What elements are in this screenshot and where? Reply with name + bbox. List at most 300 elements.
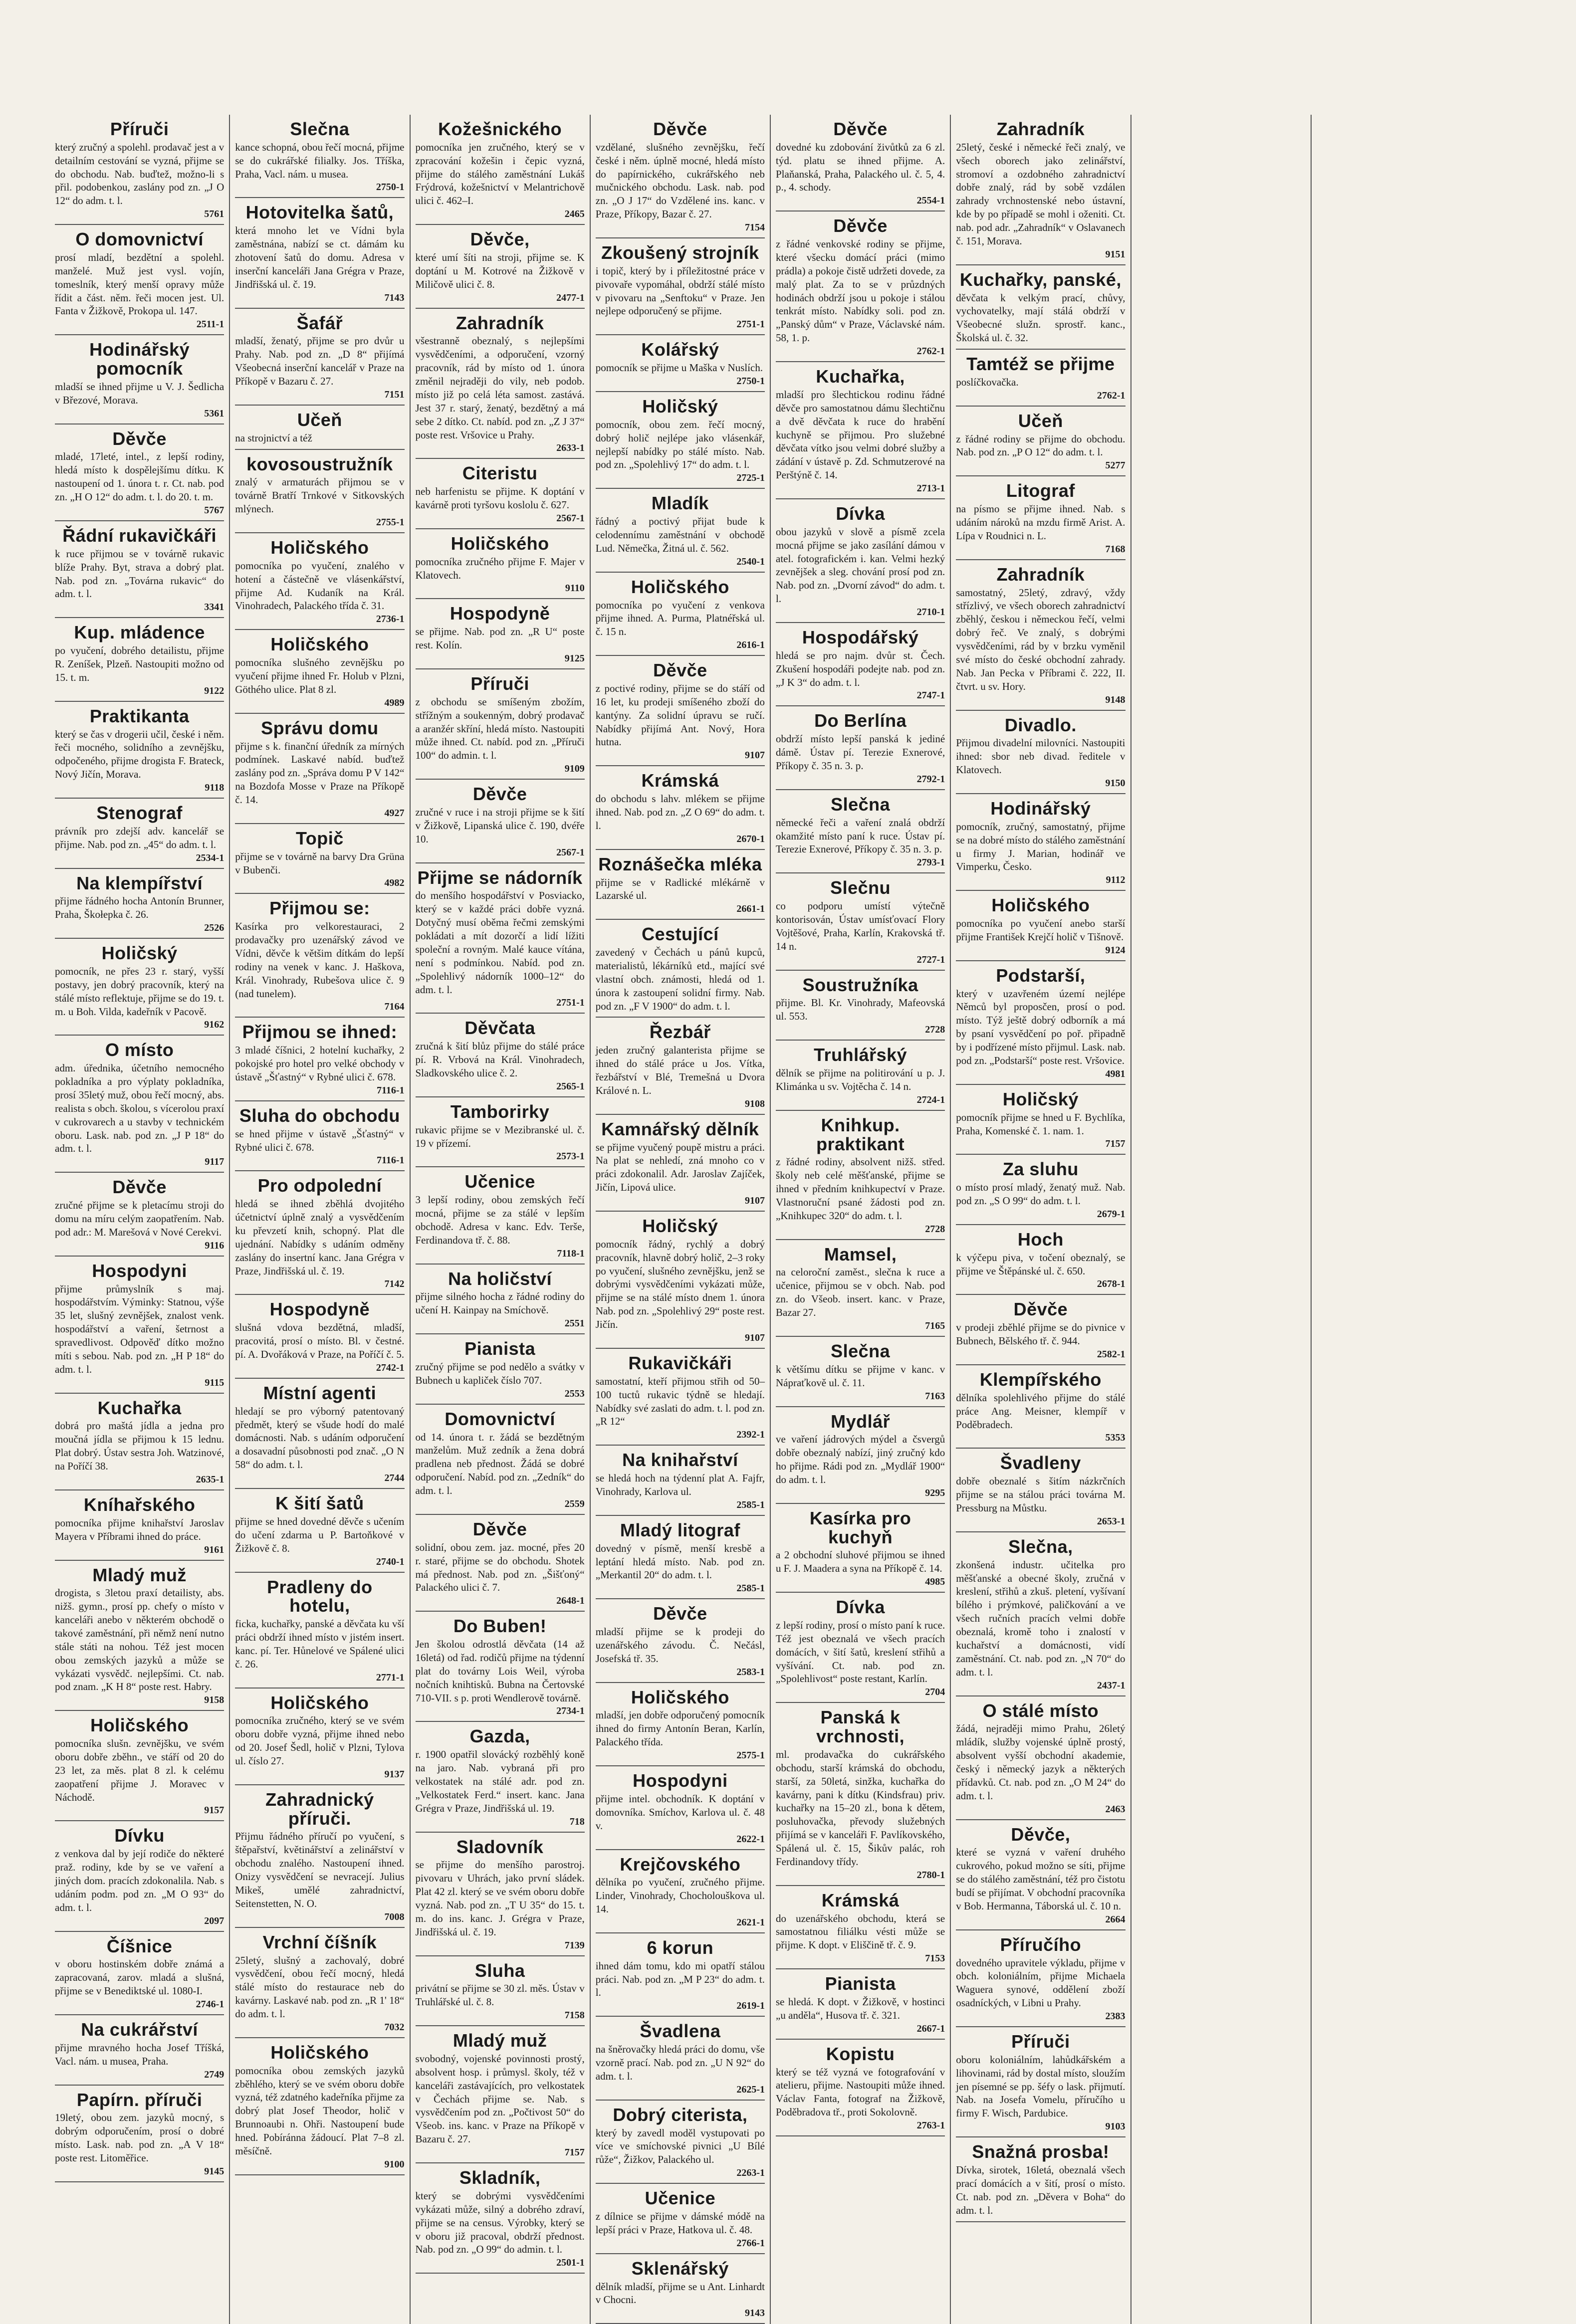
ad-body: který se též vyzná ve fotografování v atelieru, přijme. Nastoupiti může ihned. Václav Fanta, fotograf na Žižkově, Poděbradova tř., proti Sokolovně. — [776, 2066, 945, 2118]
ad-title: Děvče — [653, 660, 707, 681]
classified-ad — [416, 1515, 585, 1612]
ad-title: Správu domu — [261, 717, 379, 738]
ad-title: Příruči — [470, 673, 529, 694]
classified-ad — [55, 1821, 224, 1931]
ad-body: na strojnictví a též — [235, 431, 312, 444]
ad-title: Sluha do obchodu — [239, 1105, 400, 1126]
ad-title: Kup. mládence — [74, 622, 205, 643]
ad-reference-number: 2751-1 — [556, 997, 585, 1009]
ad-body: z řádné rodiny se přijme do obchodu. Nab. pod zn. „P O 12“ do adm. t. l. — [956, 432, 1126, 458]
ad-body: se hned přijme v ústavě „Šťastný“ v Rybné ulici č. 678. — [235, 1127, 405, 1153]
classified-ad — [956, 711, 1125, 794]
classified-ad — [55, 1036, 224, 1173]
classified-ad — [235, 1489, 404, 1572]
classified-ad — [416, 1722, 585, 1832]
ad-title: Zkoušený strojník — [601, 242, 759, 263]
ad-body: která mnoho let ve Vídni byla zaměstnána, nabízí se ct. dámám ku zhotovení šatů do domu. Adresa v inserční kanceláři Jana Grégra v Praze, Jindřišská ul. č. 19. — [235, 224, 405, 290]
classified-ad — [596, 1933, 765, 2017]
ad-body: prosí mladí, bezdětní a spolehl. manželé. Muž jest vysl. vojín, tomeslník, který menší opravy může řídit a část. něm. řeči mocen jest. Ul. Fanta v Žižkově, Prokopa ul. 147. — [55, 251, 225, 317]
ad-body: se přijme vyučený poupě mistru a práci. Na plat se nehledí, zná mnoho co v práci zdokonalil. Adr. Jaroslav Zajíček, Jičín, Lipová ulice. — [595, 1141, 765, 1194]
ad-body: všestranně obeznalý, s nejlepšími vysvědčeními, a odporučení, vzorný pracovník, rád by místo od 1. února změnil nejraději do vily, neb podob. místo již po celá léta samost. zastává. Jest 37 r. starý, ženatý, bezdětný a má sebe 2 dítko. Ct. nabíd. pod zn. „Z J 37“ poste rest. Vršovice u Prahy. — [415, 335, 585, 441]
ad-body: samostatní, kteří přijmou střih od 50–100 tuctů rukavic týdně se hledají. Nabídky své zaslati do adm. t. l. pod zn. „R 12“ — [595, 1375, 765, 1428]
classified-ad — [596, 2184, 765, 2254]
ad-reference-number: 9107 — [745, 1332, 765, 1343]
ad-reference-number: 7118-1 — [557, 1248, 585, 1259]
ad-reference-number: 2573-1 — [556, 1151, 585, 1162]
classified-ad — [55, 618, 224, 701]
ad-title: Švadleny — [1000, 1453, 1081, 1474]
ad-reference-number: 2736-1 — [376, 614, 405, 625]
ad-title: O stálé místo — [982, 1700, 1099, 1721]
classified-ad — [596, 920, 765, 1018]
ad-reference-number: 7139 — [564, 1939, 585, 1951]
ad-title: Mamsel, — [824, 1244, 897, 1265]
ad-title: Papírn. příruči — [76, 2089, 203, 2110]
classified-ad — [956, 2027, 1125, 2137]
ad-body: poslíčkovačka. — [956, 376, 1019, 388]
classified-ad — [416, 1097, 585, 1168]
classified-ad — [596, 766, 765, 849]
ad-body: 3 lepší rodiny, obou zemských řečí mocná, přijme se za stálé v lepším obchodě. Adresa v kanc. Edv. Terše, Ferdinandova tř. č. 88. — [415, 1194, 585, 1246]
ad-title: Hotovitelka šatů, — [245, 202, 394, 223]
classified-ad — [776, 1337, 945, 1407]
ad-title: Slečna, — [1008, 1536, 1073, 1557]
classified-ad — [55, 702, 224, 799]
ad-body: a 2 obchodní sluhové přijmou se ihned u F. J. Maadera a syna na Příkopě č. 14. — [776, 1549, 945, 1575]
ad-reference-number: 2619-1 — [736, 2000, 765, 2012]
ad-title: Mladík — [651, 493, 709, 514]
ad-body: přijme se v továrně na barvy Dra Grüna v Bubenči. — [235, 850, 405, 876]
ad-reference-number: 9100 — [384, 2158, 405, 2170]
classified-ad — [235, 630, 404, 713]
ad-body: po vyučení, dobrého detailistu, přijme R. Zeníšek, Plzeň. Nastoupiti možno od 15. t. m. — [55, 644, 225, 683]
column-3 — [411, 115, 591, 2324]
ad-reference-number: 7163 — [925, 1390, 945, 1402]
ad-title: Sluha — [474, 1960, 525, 1981]
classified-ad — [235, 1785, 404, 1928]
ad-body: z řádné rodiny, absolvent nižš. střed. školy neb celé měšťanské, přijme se ihned v předním knihkupectví v Praze. Vlastnoruční psané žádosti pod zn. „Knihkupec 320“ do adm. t. l. — [776, 1156, 945, 1222]
classified-ad — [416, 115, 585, 225]
classified-ad — [776, 211, 945, 362]
classified-ad — [235, 533, 404, 630]
ad-body: na šněrovačky hledá práci do domu, vše vzorně prací. Nab. pod zn. „U N 92“ do adm. t. l. — [595, 2043, 765, 2082]
ad-reference-number: 2097 — [204, 1915, 225, 1926]
classified-ad — [55, 115, 224, 225]
ad-body: mladší přijme se k prodeji do uzenářského závodu. Č. Nečásl, Josefská tř. 35. — [595, 1626, 765, 1665]
classified-ad — [776, 623, 945, 706]
ad-reference-number: 7157 — [564, 2147, 585, 2158]
ad-reference-number: 2670-1 — [736, 833, 765, 845]
ad-title: Děvče — [653, 1603, 707, 1624]
ad-title: Holičský — [642, 1216, 718, 1237]
ad-reference-number: 2540-1 — [736, 556, 765, 567]
classified-ad — [956, 961, 1125, 1085]
classified-ad — [956, 794, 1125, 891]
classified-ad — [235, 1295, 404, 1378]
classified-ad — [55, 2015, 224, 2086]
ad-reference-number: 2750-1 — [376, 182, 405, 193]
ad-title: Divadlo. — [1004, 714, 1077, 735]
classified-ad — [596, 1349, 765, 1446]
ad-title: Cestující — [642, 924, 719, 945]
ad-title: Zahradník — [996, 119, 1085, 139]
ad-reference-number: 2762-1 — [916, 346, 945, 357]
ad-body: mladé, 17leté, intel., z lepší rodiny, hledá místo k dospělejšímu dítku. K nastoupení od 1. února t. r. Ct. nab. pod zn. „H O 12“ do adm. t. l. do 20. t. m. — [55, 450, 225, 503]
classified-ad — [235, 406, 404, 450]
ad-title: Knihkup. praktikant — [816, 1114, 905, 1154]
ad-body: ficka, kuchařky, panské a děvčata ku vší práci obdrží ihned místo v jistém insert. kanc. pí. Ter. Hůnelové ve Spálené ulici č. 26. — [235, 1618, 405, 1670]
ad-reference-number: 9124 — [1105, 944, 1126, 956]
ad-reference-number: 2551 — [564, 1318, 585, 1329]
classified-ad — [235, 1379, 404, 1489]
ad-reference-number: 9107 — [745, 750, 765, 761]
ad-reference-number: 2575-1 — [736, 1750, 765, 1761]
ad-title: Krámská — [821, 1890, 900, 1910]
ad-body: mladší se ihned přijme u V. J. Šedlicha v Březové, Morava. — [55, 380, 225, 406]
ad-body: hledá se ihned zběhlá dvojitého účetnictví úplně znalý a vysvědčením ku převzetí knih, schopný. Plat dle ujednání. Nabídky s udáním odměny zaslány do insertní kanc. Jana Grégra v Praze, Jindřišská ul. č. 19. — [235, 1198, 405, 1277]
ad-title: Děvče, — [470, 229, 530, 250]
classified-ad — [416, 1833, 585, 1956]
ad-title: Kuchařka, — [816, 366, 905, 387]
classified-ad — [55, 225, 224, 335]
ad-body: adm. úřednika, účetního nemocného pokladníka a pro výplaty pokladníka, prosí 35letý muž, obou řečí mocný, abs. realista s obch. školou, s vícerolou praxí v cukrovarech a u stavby v technickém oboru. Lask. nab. pod zn. „J P 18“ do adm. t. l. — [55, 1062, 225, 1155]
classified-ad — [956, 1365, 1125, 1449]
ad-body: mladší, ženatý, přijme se pro dvůr u Prahy. Nab. pod zn. „D 8“ přijímá Všeobecná inserční kancelář v Praze na Příkopě v Bazaru č. 27. — [235, 335, 405, 388]
ad-body: pomocníka slušného zevnějšku po vyučení přijme ihned Fr. Holub v Plzni, Göthého ulice. Plat 8 zl. — [235, 656, 405, 695]
ad-reference-number: 9148 — [1105, 694, 1126, 705]
ad-body: privátní se přijme se 30 zl. měs. Ústav v Truhlářské ul. č. 8. — [415, 1982, 585, 2008]
classified-ad — [956, 1155, 1125, 1225]
ad-title: Holičského — [450, 533, 549, 554]
classified-ad — [416, 1167, 585, 1264]
ad-body: Kasírka pro velkorestauraci, 2 prodavačky pro uzenářský závod ve Vídni, děvče k většim dítkám do lepší rodiny na venek v kanc. J. Haškova, Král. Vinohrady, Rubešova ulice č. 9 (nad tunelem). — [235, 920, 405, 1000]
ad-body: přijme průmyslník s maj. hospodářstvím. Výminky: Statnou, výše 35 let, slušný zevnějšek, znalost venk. hospodářství a vaření, šetrnost a spravedlivost. Odpověď dítko možno míti s sebou. Nab. pod zn. „H P 18“ do adm. t. l. — [55, 1282, 225, 1375]
ad-body: který v uzavřeném území nejlépe Němců byl proposčen, prosí o pod. místo. Týž ještě dobrý odborník a má by psaní vysvědčení po poř. připadně by i podřízené místo přijmul. Lask. nab. pod zn. „Podstarší“ poste rest. Vršovice. — [956, 987, 1126, 1066]
classified-ad — [416, 669, 585, 780]
classified-ad — [235, 1573, 404, 1689]
ad-body: dovedný v písmě, menší kresbě a leptání hledá místo. Nab. pod zn. „Merkantil 20“ do adm. t. l. — [595, 1542, 765, 1581]
ad-reference-number: 2633-1 — [556, 442, 585, 454]
ad-body: o místo prosí mladý, ženatý muž. Nab. pod zn. „S O 99“ do adm. t. l. — [956, 1181, 1126, 1207]
ad-reference-number: 9157 — [204, 1805, 225, 1816]
ad-body: ihned dám tomu, kdo mi opatří stálou práci. Nab. pod zn. „M P 23“ do adm. t. l. — [595, 1959, 765, 1999]
ad-reference-number: 2463 — [1105, 1803, 1126, 1815]
ad-body: k výčepu piva, v točení obeznalý, se přijme ve Štěpánské ul. č. 650. — [956, 1251, 1126, 1277]
ad-body: pomocníka po vyučení anebo starší přijme František Krejčí holič v Tišnově. — [956, 917, 1126, 943]
ad-reference-number: 7154 — [745, 222, 765, 233]
ad-title: Číšnice — [106, 1935, 173, 1956]
ad-body: přijme se hned dovedné děvče s učením do učení zdarma u P. Bartoňkové v Žižkově č. 8. — [235, 1515, 405, 1554]
ad-body: z lepší rodiny, prosí o místo paní k ruce. Též jest obeznalá ve všech pracích domácích, v šití šatů, kreslení střihů a vyšívání. Ct. nab. pod zn. „Spolehlivost“ poste restant, Karlín. — [776, 1619, 945, 1685]
ad-body: Přijmou divadelní milovníci. Nastoupiti ihned: sbor neb divad. ředitele v Klatovech. — [956, 737, 1126, 776]
ad-body: na písmo se přijme ihned. Nab. s udáním nároků na mzdu firmě Arist. A. Lípa v Roudnici n. L. — [956, 503, 1126, 542]
ad-reference-number: 9161 — [204, 1544, 225, 1555]
ad-title: Panská k vrchnosti, — [816, 1707, 905, 1747]
ad-body: do uzenářského obchodu, která se samostatnou filiálku vésti může se přijme. K dopt. v Eliščině tř. č. 9. — [776, 1912, 945, 1951]
ad-reference-number: 2747-1 — [916, 690, 945, 701]
ad-reference-number: 2263-1 — [736, 2167, 765, 2179]
ad-reference-number: 2635-1 — [196, 1474, 225, 1485]
classified-ad — [235, 1928, 404, 2038]
ad-reference-number: 9117 — [205, 1156, 225, 1168]
ad-reference-number: 2625-1 — [736, 2084, 765, 2095]
ad-reference-number: 7164 — [384, 1001, 405, 1013]
ad-title: Příruči — [110, 119, 169, 139]
ad-body: v oboru hostinském dobře známá a zapracovaná, zarov. mladá a slušná, přijme se v Benediktské ul. 1080-I. — [55, 1958, 225, 1997]
ad-title: Skladník, — [459, 2167, 541, 2188]
ad-reference-number: 7165 — [925, 1320, 945, 1331]
ad-body: co podporu umístí výtečně kontorisován, Ústav umísťovací Flory Vojtěšové, Praha, Karlín, Krakovská tř. 14 n. — [776, 900, 945, 952]
ad-body: pomocník se přijme u Maška v Nuslích. — [595, 362, 763, 374]
ad-title: Stenograf — [96, 803, 183, 823]
ad-body: přijme řádného hocha Antonín Brunner, Praha, Škołepka č. 26. — [55, 895, 225, 921]
ad-title: Do Buben! — [453, 1616, 547, 1637]
ad-title: Zahradník — [455, 312, 544, 333]
ad-reference-number: 2565-1 — [556, 1080, 585, 1092]
classified-ad — [956, 2137, 1125, 2222]
classified-ad — [956, 265, 1125, 350]
ad-title: Snažná prosba! — [972, 2141, 1110, 2162]
classified-ad — [416, 1956, 585, 2027]
ad-body: děvčata k velkým prací, chůvy, vychovatelky, mají stálá obdrží v Všeobecné služn. sprostř. kanc., Školská ul. č. 32. — [956, 291, 1126, 344]
ad-body: na celoroční zaměst., slečna k ruce a učenice, přijmou se v obch. Nab. pod zn. do Všeob. insert. kanc. v Praze, Bazar 27. — [776, 1266, 945, 1319]
ad-reference-number: 4989 — [384, 697, 405, 708]
ad-reference-number: 9158 — [204, 1694, 225, 1706]
ad-body: dobře obeznalé s šitím názkrčních přijme se na stálou práci továrna M. Pressburg na Můstku. — [956, 1475, 1126, 1514]
classified-ad — [235, 309, 404, 406]
column-8 — [1312, 115, 1492, 2324]
classified-ad — [55, 424, 224, 521]
ad-body: Přijmu řádného příručí po vyučení, s štěpařství, květinářství a zelinářství v obchodu znalého. Nastoupení ihned. Onizy vysvědčení se nevracejí. Julius Mikeš, umělé zahradnictví, Seitenstetten, N. O. — [235, 1830, 405, 1909]
column-1 — [50, 115, 230, 2324]
classified-ad — [956, 891, 1125, 961]
classified-ad — [956, 1085, 1125, 1155]
ad-title: Děvče — [112, 428, 167, 449]
classified-ad — [416, 2026, 585, 2163]
ad-reference-number: 9103 — [1105, 2121, 1126, 2132]
classified-ad — [596, 1018, 765, 1114]
ad-reference-number: 5761 — [204, 209, 225, 220]
ad-reference-number: 2582-1 — [1097, 1349, 1126, 1360]
ad-title: Holičského — [270, 2042, 369, 2063]
ad-title: O místo — [105, 1040, 174, 1060]
ad-title: Kamnářský dělník — [601, 1118, 759, 1139]
ad-reference-number: 2567-1 — [556, 512, 585, 524]
classified-ad — [596, 489, 765, 572]
ad-reference-number: 2621-1 — [736, 1916, 765, 1928]
ad-title: Pianista — [464, 1338, 536, 1359]
ad-body: v prodeji zběhlé přijme se do pivnice v Bubnech, Bělského tř. č. 944. — [956, 1321, 1126, 1347]
ad-body: solidní, obou zem. jaz. mocné, přes 20 r. staré, přijme se do obchodu. Shotek má přednost. Nab. pod zn. „Šišťoný“ Palackého ulici č. 7. — [415, 1541, 585, 1594]
classified-ad — [596, 1446, 765, 1516]
ad-title: Místní agenti — [263, 1382, 377, 1403]
column-4 — [591, 115, 771, 2324]
classified-ad — [416, 1014, 585, 1097]
classified-ad — [416, 1612, 585, 1722]
ad-title: 6 korun — [647, 1937, 714, 1958]
ad-reference-number: 7153 — [925, 1953, 945, 1964]
ad-body: dobrá pro maštá jídla a jedna pro moučná jídla se přijmou k 15 lednu. Plat dobrý. Ústav sestra Joh. Watzinové, na Poříčí 38. — [55, 1420, 225, 1473]
classified-ad — [596, 2101, 765, 2184]
ad-body: se přijme. Nab. pod zn. „R U“ poste rest. Kolín. — [415, 626, 585, 651]
classified-ad — [956, 1449, 1125, 1532]
classified-ad — [956, 560, 1125, 711]
classified-ad — [55, 521, 224, 618]
classified-ad — [596, 573, 765, 656]
classified-ad — [235, 894, 404, 1018]
classified-ad — [596, 1599, 765, 1683]
classified-ad — [776, 1703, 945, 1886]
ad-title: Slečna — [290, 119, 350, 139]
ad-title: Učeň — [1018, 410, 1063, 431]
ad-body: ve vaření jádrových mýdel a čsvergů dobře obeznalý nabízí, jiný zručný kdo ho přijme. Rádi pod zn. „Mydlář 1900“ do adm. t. l. — [776, 1433, 945, 1485]
ad-body: dělníka po vyučení, zručného přijme. Linder, Vinohrady, Chocholouškova ul. 14. — [595, 1876, 765, 1915]
classified-ad — [596, 1212, 765, 1349]
ad-title: Řezbář — [649, 1022, 711, 1043]
ad-reference-number: 2526 — [204, 922, 225, 934]
classified-ad — [416, 863, 585, 1014]
ad-body: obdrží místo lepší panská k jediné dámě. Ústav pí. Terezie Exnerové, Příkopy č. 35 n. 3. p. — [776, 733, 945, 772]
classified-ad — [235, 714, 404, 824]
ad-reference-number: 5361 — [204, 408, 225, 419]
ad-reference-number: 2704 — [925, 1687, 945, 1698]
ad-body: jeden zručný galanterista přijme se ihned do stálé práce u Jos. Vítka, řezbářství v Blé, Tremešná u Dvora Králové n. L. — [595, 1044, 765, 1096]
classified-ad — [956, 350, 1125, 407]
classified-ad — [776, 1969, 945, 2040]
ad-body: pomocník, zručný, samostatný, přijme se na dobré místo do stálého zaměstnání u firmy J. Marian, hodinář ve Vimperku, Česko. — [956, 820, 1126, 873]
ad-title: Mydlář — [831, 1411, 891, 1432]
ad-body: pomocník, ne přes 23 r. starý, vyšší postavy, jen dobrý pracovník, který na stálé místo reflektuje, přijme se do 19. t. m. u Boh. Vilda, kadeřník v Pacově. — [55, 965, 225, 1018]
ad-reference-number: 2727-1 — [916, 954, 945, 965]
ad-title: Řádní rukavičkáři — [62, 525, 217, 546]
ad-title: Roznášečka mléka — [598, 853, 762, 874]
ad-reference-number: 9151 — [1105, 248, 1126, 260]
ad-reference-number: 2583-1 — [736, 1666, 765, 1678]
classified-ad — [596, 1766, 765, 1850]
classified-ad — [235, 1689, 404, 1785]
ad-title: Kuchařka — [97, 1397, 182, 1418]
ad-title: Hoch — [1017, 1229, 1064, 1250]
ad-title: K šití šatů — [275, 1493, 364, 1514]
ad-reference-number: 7168 — [1105, 543, 1126, 555]
column-6 — [951, 115, 1131, 2324]
ad-body: zručné přijme se k pletacímu stroji do domu na míru celým zaopatřením. Nab. pod adr.: M. Marešová v Nové Cerekvi. — [55, 1199, 225, 1238]
ad-reference-number: 2713-1 — [916, 483, 945, 494]
classified-ad — [235, 115, 404, 198]
ad-title: Děvče — [1013, 1299, 1068, 1320]
classified-ad — [596, 2017, 765, 2100]
classified-ad — [55, 869, 224, 939]
classified-ad — [956, 476, 1125, 560]
ad-title: Slečna — [831, 794, 891, 815]
ad-body: do menšího hospodářství v Posviacko, který se v každé práci dobře vyzná. Dotyčný musí oběma řečmi zemskými pokládati a mít dozorčí a lidí lížiti společní a rovným. Malé kauce vítána, není s podmínkou. Nabíd. pod zn. „Spolehlivý nádorník 1000–12“ do adm. t. l. — [415, 889, 585, 996]
classified-ad — [416, 1265, 585, 1335]
ad-body: samostatný, 25letý, zdravý, vždy střízlivý, ve všech oborech zahradnictví zběhlý, českou i německou řečí, velmi dobrý řeč. Ve znalý, s dobrými vysvědčeními, rád by v brzku vyměnil své místo do české obchodní zahrady. Nab. Jan Pecka v Příbrami č. 222, II. čtvrt. u sv. Hory. — [956, 586, 1126, 692]
ad-body: zavedený v Čechách u pánů kupců, materialistů, lékárníků etd., mající své vlastní obch. známosti, hledá od 1. února k zastoupení solidní firmy. Nab. pod zn. „F V 1900“ do adm. t. l. — [595, 946, 765, 1012]
column-2 — [230, 115, 410, 2324]
ad-reference-number: 2559 — [564, 1498, 585, 1509]
classified-ad — [956, 1225, 1125, 1295]
classified-ad — [235, 824, 404, 894]
ad-title: Hodinářský — [990, 798, 1091, 819]
classified-ad — [235, 198, 404, 308]
ad-title: Dívku — [114, 1825, 165, 1846]
ad-title: Kuchařky, panské, — [959, 269, 1122, 290]
ad-title: Mladý muž — [92, 1564, 187, 1585]
ad-title: Na cukrářství — [81, 2019, 198, 2040]
ad-body: pomocník řádný, rychlý a dobrý pracovník, hlavně dobrý holič, 2–3 roky po vyučení, slušného zevnějšku, jenž se dobrými vysvědčeními vykázati může, přijme se na stálé místo dnem 1. února Nab. pod zn. „Spolehlivý 29“ poste rest. Jičín. — [595, 1238, 765, 1331]
classified-ad — [416, 780, 585, 863]
ad-reference-number: 2766-1 — [736, 2237, 765, 2249]
ad-reference-number: 7032 — [384, 2021, 405, 2033]
ad-body: z dílnice se přijme v dámské módě na lepší práci v Praze, Hatkova ul. č. 48. — [595, 2210, 765, 2236]
ad-title: Slečnu — [830, 877, 891, 898]
ad-body: zručný přijme se pod nedělo a svátky v Bubnech u kapliček číslo 707. — [415, 1361, 585, 1386]
classified-ad — [55, 1561, 224, 1711]
ad-body: se přijme do menšího parostroj. pivovaru v Uhrách, jako první sládek. Plat 42 zl. který se ve svém oboru dobře vyzná. Nab. pod zn. „T U 35“ do 15. t. m. do ins. kanc. J. Grégra v Praze, Jindřišská ul. č. 19. — [415, 1859, 585, 1938]
ad-title: Děvče — [472, 784, 527, 805]
ad-body: i topič, který by i příležitostné práce v pivovaře vypomáhal, obdrží stálé místo v pivovaru na „Senftoku“ v Praze. Jen nejlepe odporučený se přijme. — [595, 264, 765, 317]
ad-title: Krejčovského — [620, 1854, 741, 1875]
ad-title: Holičský — [1002, 1088, 1079, 1109]
ad-reference-number: 2724-1 — [916, 1094, 945, 1105]
ad-reference-number: 2554-1 — [916, 195, 945, 207]
classified-ad — [596, 392, 765, 489]
ad-body: pomocníka zručného přijme F. Majer v Klatovech. — [415, 555, 585, 581]
ad-body: r. 1900 opatřil slovácký rozběhlý koně na jaro. Nab. vybraná při pro velkostatek na stálé adr. pod zn. „Velkostatek Ferd.“ insert. kanc. Jana Grégra v Praze, Jindřišská ul. 19. — [415, 1748, 585, 1814]
ad-title: Holičský — [101, 943, 178, 964]
ad-title: Hodinářský pomocník — [89, 339, 190, 379]
ad-title: Dívka — [836, 1597, 885, 1618]
classified-ad — [956, 1696, 1125, 1820]
classified-ad — [776, 1240, 945, 1337]
ad-reference-number: 2746-1 — [196, 1999, 225, 2010]
ad-title: Holičského — [270, 634, 369, 655]
ad-reference-number: 2742-1 — [376, 1362, 405, 1373]
ad-title: Švadlena — [640, 2021, 721, 2042]
ad-title: Vrchní číšník — [262, 1931, 377, 1952]
classified-ad — [235, 1171, 404, 1295]
ad-title: Přijmou se: — [269, 898, 370, 919]
ad-title: Holičského — [270, 1692, 369, 1713]
ad-body: Jen školou odrostlá děvčata (14 až 16letá) od řad. rodičů přijme na týdenní plat do továrny Lois Weil, výroba nočních knihtisků. Bubna na Čertovské 710-VII. s p. proti Wendlerově továrně. — [415, 1638, 585, 1704]
ad-reference-number: 9150 — [1105, 777, 1126, 789]
ad-title: Učenice — [645, 2188, 716, 2209]
ad-body: přijme. Bl. Kr. Vinohrady, Mafeovská ul. 553. — [776, 997, 945, 1023]
ad-body: se hledá. K dopt. v Žižkově, v hostinci „u anděla“, Husova tř. č. 321. — [776, 1996, 945, 2021]
ad-title: Přijme se nádorník — [417, 867, 583, 888]
ad-title: Slečna — [831, 1340, 891, 1361]
ad-body: od 14. února t. r. žádá se bezdětným manželům. Muž zedník a žena dobrá pradlena neb přednost. Žádá se dobré odporučení. Nabíd. pod zn. „Zedník“ do adm. t. l. — [415, 1431, 585, 1497]
ad-title: Holičského — [270, 537, 369, 558]
ad-title: Zahradník — [996, 564, 1085, 585]
ad-body: pomocníka jen zručného, který se v zpracování kožešin i čepic vyzná, přijme do stálého zaměstnání Lukáš Frýdrová, kožešnictví v Melantrichově ulici č. 462–I. — [415, 141, 585, 207]
ad-title: Dívka — [836, 503, 885, 524]
classified-ad — [776, 499, 945, 623]
ad-title: Holičského — [631, 1687, 729, 1707]
ad-title: Dobrý citerista, — [613, 2104, 748, 2125]
classified-ad — [776, 873, 945, 970]
ad-body: oboru koloniálním, lahůdkářském a lihovinami, rád by dostal místo, sloužím jen písemné se pp. šéfy o lask. přijmutí. Nab. na Josefa Vomelu, příručího u firmy F. Wisch, Pardubice. — [956, 2053, 1126, 2119]
classified-ad — [596, 238, 765, 335]
ad-reference-number: 7142 — [384, 1278, 405, 1290]
classified-ad — [956, 115, 1125, 265]
ad-body: který se čas v drogerii učil, české i něm. řeči mocného, solidního a zevnějšku, odpočeného, přijme drogista F. Brateck, Nový Jičín, Morava. — [55, 728, 225, 781]
classified-ad — [956, 1930, 1125, 2027]
ad-body: dovedného upravitele výkladu, přijme v obch. koloniálním, přijme Michaela Waguera synové, oddělení zboží osadníckých, v Libni u Prahy. — [956, 1956, 1126, 2009]
ad-body: mladší, jen dobře odporučený pomocník ihned do firmy Antonín Beran, Karlín, Palackého třída. — [595, 1709, 765, 1748]
ad-title: Holičského — [991, 895, 1090, 916]
